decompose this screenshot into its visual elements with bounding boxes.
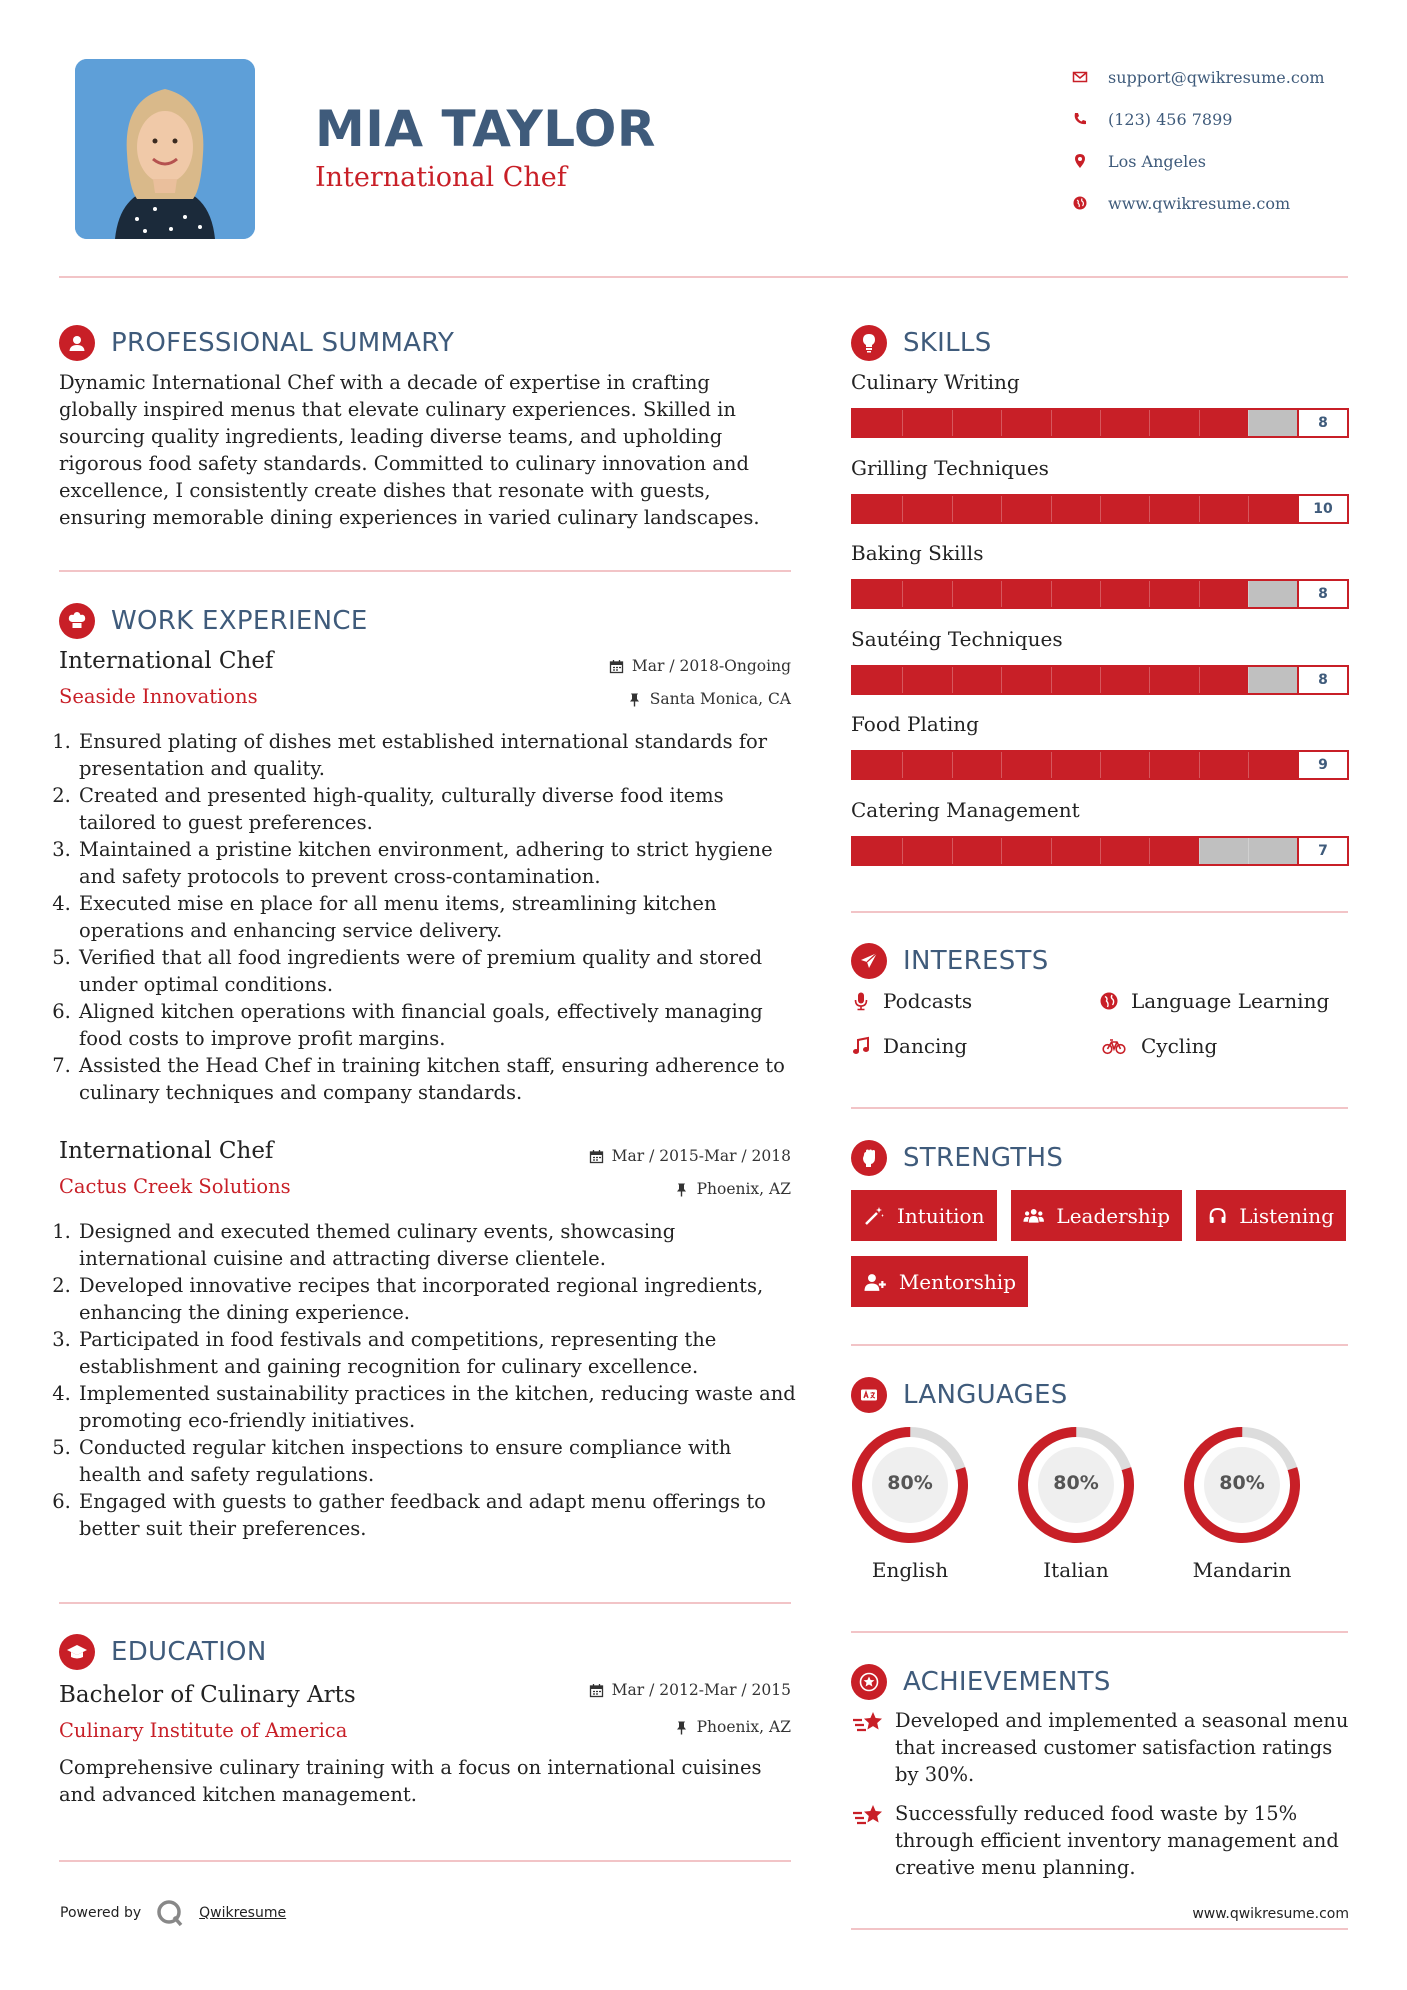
work-heading bbox=[59, 603, 368, 639]
education-date-text: Mar / 2012-Mar / 2015 bbox=[611, 1681, 791, 1699]
interest-label: Language Learning bbox=[1131, 989, 1330, 1013]
achievement-item bbox=[851, 1707, 1350, 1788]
skill-label: Sautéing Techniques bbox=[851, 626, 1063, 651]
list-item: 2. Developed innovative recipes that incorporated regional ingredients, enhancing the dining experience. bbox=[77, 1272, 799, 1326]
calendar-icon bbox=[589, 1149, 604, 1164]
interest-label: Podcasts bbox=[883, 989, 973, 1013]
skill-bar-segment bbox=[1149, 496, 1150, 522]
skill-bar-segment bbox=[1248, 838, 1249, 864]
strength-label: Leadership bbox=[1056, 1203, 1170, 1228]
contact-website-text: www.qwikresume.com bbox=[1108, 193, 1291, 213]
qwikresume-link[interactable]: Qwikresume bbox=[199, 1905, 287, 1921]
list-item: 5. Verified that all food ingredients were of premium quality and stored under optimal conditions. bbox=[77, 944, 799, 998]
skill-bar-fill bbox=[853, 752, 1298, 778]
skills-heading bbox=[851, 325, 992, 361]
skill-bar-fill bbox=[853, 838, 1199, 864]
pushpin-icon bbox=[674, 1182, 689, 1197]
skill-bar bbox=[851, 579, 1349, 609]
job-responsibilities bbox=[59, 728, 799, 1106]
shooting-star-icon bbox=[851, 1707, 885, 1741]
job-date-text: Mar / 2015-Mar / 2018 bbox=[611, 1147, 791, 1165]
skill-bar-segment bbox=[1199, 410, 1200, 436]
profile-photo bbox=[75, 59, 255, 239]
list-item: 7. Assisted the Head Chef in training kitchen staff, ensuring adherence to culinary techniques and company standards. bbox=[77, 1052, 799, 1106]
skill-bar-segment bbox=[952, 410, 953, 436]
skill-bar-segment bbox=[902, 410, 903, 436]
skill-bar-segment bbox=[1248, 581, 1249, 607]
list-item: 6. Engaged with guests to gather feedback and adapt menu offerings to better suit their preferences. bbox=[77, 1488, 799, 1542]
bicycle-icon bbox=[1099, 1036, 1129, 1056]
job-location bbox=[674, 1180, 791, 1198]
skill-bar-segment bbox=[1100, 581, 1101, 607]
skill-level: 8 bbox=[1297, 581, 1347, 607]
fist-icon bbox=[851, 1140, 887, 1176]
qwikresume-logo-icon bbox=[155, 1898, 185, 1928]
graduation-cap-icon bbox=[59, 1634, 95, 1670]
skill-bar-segment bbox=[1100, 496, 1101, 522]
skill-level: 10 bbox=[1297, 496, 1347, 522]
work-title: WORK EXPERIENCE bbox=[111, 606, 368, 636]
list-item: 5. Conducted regular kitchen inspections to ensure compliance with health and safety regulations. bbox=[77, 1434, 799, 1488]
chef-hat-icon bbox=[59, 603, 95, 639]
interests-title: INTERESTS bbox=[903, 946, 1049, 976]
skill-bar-segment bbox=[1100, 752, 1101, 778]
user-icon bbox=[59, 325, 95, 361]
pushpin-icon bbox=[627, 692, 642, 707]
languages-divider bbox=[851, 1631, 1348, 1633]
shooting-star-icon bbox=[851, 1800, 885, 1834]
job-title: International Chef bbox=[59, 648, 274, 674]
skill-bar bbox=[851, 494, 1349, 524]
contact-email[interactable] bbox=[1072, 56, 1325, 98]
skill-bar-segment bbox=[952, 752, 953, 778]
globe-icon bbox=[1099, 991, 1119, 1011]
languages-heading bbox=[851, 1377, 1068, 1413]
skill-bar-segment bbox=[1199, 581, 1200, 607]
skill-bar-segment bbox=[952, 581, 953, 607]
skill-label: Catering Management bbox=[851, 797, 1080, 822]
skill-bar bbox=[851, 750, 1349, 780]
list-item: 1. Ensured plating of dishes met established international standards for presentation and quality. bbox=[77, 728, 799, 782]
skill-bar-segment bbox=[1199, 838, 1200, 864]
list-item: 3. Maintained a pristine kitchen environment, adhering to strict hygiene and safety protocols to prevent cross-contamination. bbox=[77, 836, 799, 890]
list-item: 6. Aligned kitchen operations with financial goals, effectively managing food costs to improve profit margins. bbox=[77, 998, 799, 1052]
degree-title: Bachelor of Culinary Arts bbox=[59, 1682, 356, 1708]
skill-bar-segment bbox=[1199, 752, 1200, 778]
microphone-icon bbox=[851, 991, 871, 1011]
user-plus-icon bbox=[863, 1271, 887, 1293]
achievement-text: Successfully reduced food waste by 15% through efficient inventory management and creative menu planning. bbox=[895, 1802, 1339, 1879]
interest-item bbox=[851, 1034, 967, 1058]
job-date-text: Mar / 2018-Ongoing bbox=[631, 657, 791, 675]
envelope-icon bbox=[1072, 69, 1108, 85]
skill-level: 9 bbox=[1297, 752, 1347, 778]
contact-email-text: support@qwikresume.com bbox=[1108, 67, 1325, 87]
globe-icon bbox=[1072, 195, 1108, 211]
contact-list bbox=[1072, 56, 1325, 224]
skills-divider bbox=[851, 911, 1348, 913]
footer-website[interactable]: www.qwikresume.com bbox=[1192, 1906, 1349, 1922]
work-divider bbox=[59, 1602, 791, 1604]
skill-bar-segment bbox=[1100, 838, 1101, 864]
language-name: Italian bbox=[1043, 1558, 1109, 1582]
skill-bar-segment bbox=[1051, 496, 1052, 522]
strengths-divider bbox=[851, 1344, 1348, 1346]
skill-bar-segment bbox=[1199, 496, 1200, 522]
footer-powered-by bbox=[60, 1898, 286, 1928]
footer-divider bbox=[851, 1928, 1348, 1930]
skill-bar-segment bbox=[952, 838, 953, 864]
interest-label: Cycling bbox=[1141, 1034, 1218, 1058]
contact-website[interactable] bbox=[1072, 182, 1325, 224]
avatar-portrait bbox=[75, 59, 255, 239]
job-location-text: Phoenix, AZ bbox=[696, 1180, 791, 1198]
language-percent: 80% bbox=[1219, 1472, 1265, 1494]
interest-item bbox=[1099, 989, 1329, 1013]
skill-bar bbox=[851, 836, 1349, 866]
headphones-icon bbox=[1208, 1205, 1227, 1227]
pushpin-icon bbox=[674, 1720, 689, 1735]
skill-bar-segment bbox=[1149, 752, 1150, 778]
skill-bar-segment bbox=[952, 496, 953, 522]
interest-item bbox=[1099, 1034, 1217, 1058]
contact-phone-text: (123) 456 7899 bbox=[1108, 109, 1233, 129]
list-item: 4. Implemented sustainability practices in the kitchen, reducing waste and promoting eco-friendly initiatives. bbox=[77, 1380, 799, 1434]
candidate-name: MIA TAYLOR bbox=[315, 100, 656, 158]
users-icon bbox=[1023, 1205, 1044, 1227]
phone-icon bbox=[1072, 111, 1108, 127]
skill-level: 8 bbox=[1297, 410, 1347, 436]
strengths-heading bbox=[851, 1140, 1063, 1176]
skill-bar-segment bbox=[1001, 581, 1002, 607]
interest-item bbox=[851, 989, 972, 1013]
skills-title: SKILLS bbox=[903, 328, 992, 358]
skill-level: 7 bbox=[1297, 838, 1347, 864]
contact-phone[interactable] bbox=[1072, 98, 1325, 140]
strength-label: Listening bbox=[1239, 1203, 1334, 1228]
list-item: 3. Participated in food festivals and competitions, representing the establishment and gaining recognition for culinary excellence. bbox=[77, 1326, 799, 1380]
contact-location bbox=[1072, 140, 1325, 182]
skill-bar-segment bbox=[1001, 667, 1002, 693]
skill-bar-segment bbox=[1001, 838, 1002, 864]
language-icon bbox=[851, 1377, 887, 1413]
strength-label: Intuition bbox=[897, 1203, 985, 1228]
skill-bar-segment bbox=[1001, 410, 1002, 436]
skill-bar-segment bbox=[1051, 752, 1052, 778]
lightbulb-icon bbox=[851, 325, 887, 361]
education-heading bbox=[59, 1634, 267, 1670]
header-divider bbox=[59, 276, 1348, 278]
skill-bar-segment bbox=[1149, 667, 1150, 693]
interest-label: Dancing bbox=[883, 1034, 968, 1058]
skill-bar-segment bbox=[952, 667, 953, 693]
list-item: 1. Designed and executed themed culinary events, showcasing international cuisine and attracting diverse clientele. bbox=[77, 1218, 799, 1272]
star-badge-icon bbox=[851, 1664, 887, 1700]
skill-bar-segment bbox=[1199, 667, 1200, 693]
music-note-icon bbox=[851, 1036, 871, 1056]
list-item: 2. Created and presented high-quality, culturally diverse food items tailored to guest preferences. bbox=[77, 782, 799, 836]
skill-bar-segment bbox=[1051, 410, 1052, 436]
skill-label: Baking Skills bbox=[851, 541, 984, 565]
education-date bbox=[589, 1681, 791, 1699]
job-company: Cactus Creek Solutions bbox=[59, 1175, 291, 1198]
strengths-title: STRENGTHS bbox=[903, 1143, 1064, 1173]
job-location bbox=[627, 690, 791, 708]
skill-bar-segment bbox=[1001, 496, 1002, 522]
education-divider bbox=[59, 1860, 791, 1862]
school-name: Culinary Institute of America bbox=[59, 1719, 348, 1742]
skill-bar bbox=[851, 665, 1349, 695]
summary-text: Dynamic International Chef with a decade of expertise in crafting globally inspired menus that elevate culinary experiences. Skilled in sourcing quality ingredients, leading diverse teams, and upholding rigorous food safety standards. Committed to culinary innovation and excellence, I consistently create dishes that resonate with guests, ensuring memorable dining experiences in varied culinary landscapes. bbox=[59, 371, 760, 529]
skill-bar bbox=[851, 408, 1349, 438]
interests-divider bbox=[851, 1107, 1348, 1109]
powered-by-label: Powered by bbox=[60, 1905, 142, 1921]
skill-bar-segment bbox=[1149, 410, 1150, 436]
skill-bar-segment bbox=[1248, 496, 1249, 522]
achievements-heading bbox=[851, 1664, 1111, 1700]
language-percent: 80% bbox=[1053, 1472, 1099, 1494]
education-location-text: Phoenix, AZ bbox=[696, 1718, 791, 1736]
language-percent: 80% bbox=[887, 1472, 933, 1494]
interests-heading bbox=[851, 943, 1049, 979]
skill-bar-segment bbox=[902, 581, 903, 607]
summary-heading bbox=[59, 325, 454, 361]
skill-bar-segment bbox=[902, 752, 903, 778]
skill-label: Food Plating bbox=[851, 712, 979, 736]
strength-tag bbox=[1196, 1190, 1346, 1241]
paper-plane-icon bbox=[851, 943, 887, 979]
job-responsibilities bbox=[59, 1218, 799, 1542]
skill-bar-segment bbox=[902, 667, 903, 693]
skill-bar-segment bbox=[1051, 581, 1052, 607]
language-name: English bbox=[871, 1558, 949, 1582]
skill-bar-segment bbox=[1051, 838, 1052, 864]
skill-bar-segment bbox=[1248, 667, 1249, 693]
calendar-icon bbox=[589, 1683, 604, 1698]
achievement-text: Developed and implemented a seasonal menu that increased customer satisfaction ratings by 30%. bbox=[895, 1709, 1349, 1786]
skill-level: 8 bbox=[1297, 667, 1347, 693]
job-date bbox=[589, 1147, 791, 1165]
skill-bar-segment bbox=[1149, 581, 1150, 607]
strength-tag bbox=[1011, 1190, 1182, 1241]
education-description: Comprehensive culinary training with a focus on international cuisines and advanced kitchen management. bbox=[59, 1756, 762, 1806]
skill-bar-segment bbox=[902, 496, 903, 522]
languages-title: LANGUAGES bbox=[903, 1380, 1068, 1410]
candidate-title: International Chef bbox=[315, 162, 567, 193]
language-name: Mandarin bbox=[1192, 1558, 1292, 1582]
strength-tag bbox=[851, 1190, 997, 1241]
skill-bar-segment bbox=[1248, 410, 1249, 436]
strength-label: Mentorship bbox=[898, 1269, 1016, 1294]
skill-bar-segment bbox=[1100, 667, 1101, 693]
skill-label: Culinary Writing bbox=[851, 370, 1020, 394]
skill-label: Grilling Techniques bbox=[851, 455, 1049, 480]
job-location-text: Santa Monica, CA bbox=[649, 690, 791, 708]
achievement-item bbox=[851, 1800, 1350, 1881]
skill-bar-segment bbox=[1001, 752, 1002, 778]
skill-bar-segment bbox=[1051, 667, 1052, 693]
job-date bbox=[609, 657, 791, 675]
map-pin-icon bbox=[1072, 153, 1108, 169]
job-title: International Chef bbox=[59, 1138, 274, 1164]
calendar-icon bbox=[609, 659, 624, 674]
achievements-title: ACHIEVEMENTS bbox=[903, 1667, 1111, 1697]
summary-title: PROFESSIONAL SUMMARY bbox=[111, 328, 455, 358]
skill-bar-segment bbox=[1100, 410, 1101, 436]
strength-tag bbox=[851, 1256, 1028, 1307]
summary-divider bbox=[59, 570, 791, 572]
skill-bar-segment bbox=[902, 838, 903, 864]
job-company: Seaside Innovations bbox=[59, 685, 258, 708]
magic-wand-icon bbox=[863, 1205, 885, 1227]
education-title: EDUCATION bbox=[111, 1637, 267, 1667]
contact-location-text: Los Angeles bbox=[1108, 151, 1206, 171]
list-item: 4. Executed mise en place for all menu items, streamlining kitchen operations and enhancing service delivery. bbox=[77, 890, 799, 944]
skill-bar-segment bbox=[1248, 752, 1249, 778]
skill-bar-segment bbox=[1149, 838, 1150, 864]
education-location bbox=[674, 1718, 791, 1736]
